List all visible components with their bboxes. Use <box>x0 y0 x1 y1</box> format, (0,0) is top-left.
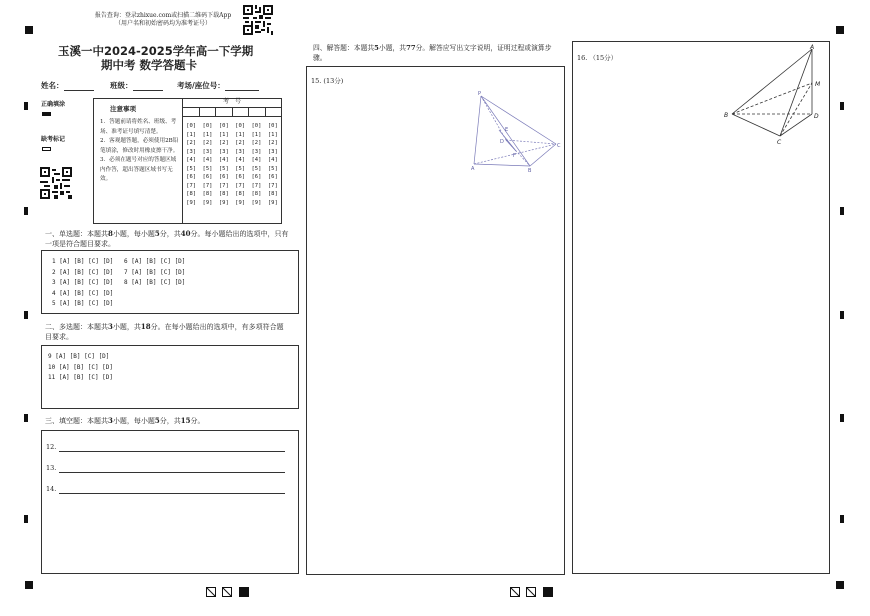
page-title: 玉溪一中2024-2025学年高一下学期 <box>58 44 254 58</box>
fig15-label: P <box>478 91 482 97</box>
fig15-label: C <box>557 143 561 149</box>
timing-mark <box>24 311 28 319</box>
exam-digit-bubble[interactable]: [1] <box>235 131 246 138</box>
exam-digit-bubble[interactable]: [2] <box>235 140 246 146</box>
exam-digit-bubble[interactable]: [0] <box>251 123 262 129</box>
page-code-right <box>510 582 554 601</box>
exam-digit-bubble[interactable]: [1] <box>218 131 229 138</box>
corner-mark-br <box>836 581 844 589</box>
timing-mark <box>24 414 28 422</box>
fig16-label: A <box>810 44 815 51</box>
exam-digit-bubble[interactable]: [7] <box>235 182 246 189</box>
name-field[interactable] <box>41 80 94 91</box>
exam-digit-bubble[interactable]: [6] <box>235 174 246 180</box>
exam-digit-bubble[interactable]: [7] <box>251 182 262 189</box>
q16-figure <box>720 42 830 151</box>
exam-number-heading: 考 号 <box>183 98 281 108</box>
timing-mark <box>840 311 844 319</box>
exam-digit-bubble[interactable]: [8] <box>218 191 229 197</box>
exam-number-column[interactable] <box>248 122 264 207</box>
seat-label: 考场/座位号： <box>177 81 225 90</box>
absent-checkbox[interactable] <box>42 147 51 151</box>
exam-digit-bubble[interactable]: [7] <box>202 182 213 189</box>
exam-digit-bubble[interactable]: [0] <box>186 123 197 129</box>
choice-row[interactable]: 5 [A] [B] [C] [D] <box>52 300 114 307</box>
exam-digit-bubble[interactable]: [1] <box>251 131 262 138</box>
notes-heading: 注意事项 <box>110 105 136 113</box>
corner-mark-bl <box>25 581 33 589</box>
class-field[interactable] <box>110 80 163 91</box>
page-code-left <box>206 582 250 601</box>
corner-mark-tr <box>836 26 844 34</box>
exam-digit-bubble[interactable]: [4] <box>218 157 229 163</box>
note-item: 2．客观题答题，必须使用2B铅笔填涂，修改时用橡皮擦干净。 <box>100 138 179 154</box>
exam-digit-bubble[interactable]: [8] <box>267 191 278 197</box>
exam-digit-bubble[interactable]: [5] <box>218 165 229 172</box>
exam-digit-bubble[interactable]: [9] <box>186 199 197 206</box>
fill-item-label: 13. <box>46 464 57 472</box>
exam-digit-bubble[interactable]: [3] <box>186 148 197 155</box>
exam-digit-bubble[interactable]: [9] <box>251 199 262 206</box>
name-label: 姓名： <box>41 81 64 90</box>
fill-item-label: 12. <box>46 443 57 451</box>
exam-digit-bubble[interactable]: [4] <box>186 157 197 163</box>
corner-mark-tl <box>25 26 33 34</box>
exam-digit-bubble[interactable]: [9] <box>267 199 278 206</box>
fig16-label: M <box>815 81 821 88</box>
exam-digit-bubble[interactable]: [6] <box>251 174 262 180</box>
choice-row[interactable]: 11 [A] [B] [C] [D] <box>48 374 114 381</box>
fig16-label: B <box>724 112 729 119</box>
exam-digit-bubble[interactable]: [4] <box>202 157 213 163</box>
student-qr-icon <box>40 167 72 203</box>
exam-digit-bubble[interactable]: [3] <box>235 148 246 155</box>
exam-digit-bubble[interactable]: [4] <box>251 157 262 163</box>
exam-number-write-row[interactable] <box>183 108 281 116</box>
fill-blank-13[interactable] <box>59 472 285 473</box>
exam-number-column[interactable] <box>265 122 281 207</box>
exam-number-grid[interactable] <box>183 122 281 207</box>
fig16-label: D <box>814 113 819 120</box>
choice-row[interactable]: 7 [A] [B] [C] [D] <box>124 268 186 276</box>
exam-digit-bubble[interactable]: [9] <box>202 199 213 206</box>
fill-blank-14[interactable] <box>59 493 285 494</box>
divider <box>183 116 281 117</box>
report-notice <box>88 12 238 28</box>
exam-digit-bubble[interactable]: [2] <box>202 140 213 146</box>
exam-digit-bubble[interactable]: [4] <box>267 157 278 163</box>
exam-digit-bubble[interactable]: [2] <box>267 140 278 146</box>
section1-col2 <box>124 257 185 289</box>
exam-digit-bubble[interactable]: [6] <box>218 174 229 180</box>
exam-digit-bubble[interactable]: [0] <box>202 123 213 129</box>
exam-digit-bubble[interactable]: [6] <box>267 174 278 180</box>
exam-digit-bubble[interactable]: [0] <box>235 123 246 129</box>
seat-field[interactable] <box>177 80 259 91</box>
timing-mark <box>24 102 28 110</box>
section1-title: 一、单选题：本题共8小题，每小题5分，共40分。每小题给出的选项中，只有一项是符合题目要求。 <box>45 229 289 248</box>
exam-digit-bubble[interactable]: [2] <box>186 140 197 146</box>
exam-digit-bubble[interactable]: [0] <box>267 123 278 129</box>
class-label: 班级： <box>110 81 133 90</box>
exam-digit-bubble[interactable]: [2] <box>218 140 229 146</box>
note-item: 3．必须在题号对应的答题区域内作答，超出答题区域书写无效。 <box>100 157 177 182</box>
exam-digit-bubble[interactable]: [3] <box>251 148 262 155</box>
exam-number-column[interactable] <box>232 122 248 207</box>
section2-title: 二、多选题：本题共3小题，共18分。在每小题给出的选项中，有多项符合题目要求。 <box>45 322 284 341</box>
correct-fill-sample <box>42 112 51 116</box>
choice-row[interactable]: 8 [A] [B] [C] [D] <box>124 279 186 286</box>
exam-digit-bubble[interactable]: [5] <box>202 165 213 172</box>
exam-number-column[interactable] <box>183 122 199 207</box>
exam-digit-bubble[interactable]: [8] <box>186 191 197 197</box>
exam-digit-bubble[interactable]: [6] <box>202 174 213 180</box>
section3-title: 三、填空题：本题共3小题，每小题5分，共15分。 <box>45 416 205 425</box>
choice-row[interactable]: 3 [A] [B] [C] [D] <box>52 279 114 286</box>
exam-digit-bubble[interactable]: [1] <box>267 131 278 138</box>
exam-digit-bubble[interactable]: [3] <box>202 148 213 155</box>
absent-label: 缺考标记 <box>41 136 66 143</box>
exam-digit-bubble[interactable]: [0] <box>218 123 229 129</box>
q15-label: 15. (13分) <box>311 77 344 85</box>
note-item: 1．答题前请将姓名、班级、考场、准考证号填写清楚。 <box>100 119 177 135</box>
timing-mark <box>24 207 28 215</box>
correct-fill-label: 正确填涂 <box>41 101 66 108</box>
exam-number-column[interactable] <box>216 122 232 207</box>
exam-digit-bubble[interactable]: [5] <box>186 165 197 172</box>
fig15-label: D <box>500 139 504 145</box>
exam-digit-bubble[interactable]: [8] <box>202 191 213 197</box>
exam-digit-bubble[interactable]: [7] <box>218 182 229 189</box>
exam-digit-bubble[interactable]: [8] <box>251 191 262 197</box>
exam-digit-bubble[interactable]: [3] <box>218 148 229 155</box>
fig16-label: C <box>777 139 782 146</box>
fig15-label: E <box>505 127 509 133</box>
timing-mark <box>840 515 844 523</box>
fig15-label: F <box>513 153 516 159</box>
section2-col <box>48 352 113 384</box>
exam-digit-bubble[interactable]: [2] <box>251 140 262 146</box>
exam-digit-bubble[interactable]: [7] <box>267 182 278 189</box>
page-subtitle: 期中考 数学答题卡 <box>101 58 198 72</box>
qr-code-icon <box>243 5 273 39</box>
exam-digit-bubble[interactable]: [5] <box>235 165 246 172</box>
timing-mark <box>840 414 844 422</box>
timing-mark <box>24 515 28 523</box>
choice-row[interactable]: 1 [A] [B] [C] [D] <box>52 258 114 265</box>
exam-number-column[interactable] <box>199 122 215 207</box>
fig15-label: A <box>471 166 475 172</box>
timing-mark <box>840 207 844 215</box>
notice-line-1: 报告查询：登录zhixue.com或扫描二维码下载App <box>94 12 232 19</box>
exam-digit-bubble[interactable]: [9] <box>218 199 229 206</box>
choice-row[interactable]: 4 [A] [B] [C] [D] <box>52 289 114 297</box>
section4-title: 四、解答题：本题共5小题，共77分。解答应写出文字说明，证明过程或演算步骤。 <box>313 44 552 62</box>
exam-digit-bubble[interactable]: [7] <box>186 182 197 189</box>
exam-digit-bubble[interactable]: [3] <box>267 148 278 155</box>
exam-digit-bubble[interactable]: [6] <box>186 174 197 180</box>
notes-body <box>100 118 180 185</box>
timing-mark <box>840 102 844 110</box>
fill-blank-12[interactable] <box>59 451 285 452</box>
exam-digit-bubble[interactable]: [8] <box>235 191 246 197</box>
fig15-label: B <box>528 168 532 174</box>
choice-row[interactable]: 10 [A] [B] [C] [D] <box>48 363 114 371</box>
q15-figure <box>470 88 565 182</box>
exam-digit-bubble[interactable]: [1] <box>202 131 213 138</box>
choice-row[interactable]: 6 [A] [B] [C] [D] <box>124 258 186 265</box>
section1-col1 <box>52 257 113 310</box>
notice-line-2: （用户名和初始密码均为准考证号） <box>114 20 211 27</box>
choice-row[interactable]: 9 [A] [B] [C] [D] <box>48 353 110 360</box>
exam-digit-bubble[interactable]: [4] <box>235 157 246 163</box>
exam-digit-bubble[interactable]: [1] <box>186 131 197 138</box>
exam-digit-bubble[interactable]: [5] <box>251 165 262 172</box>
q16-label: 16. （15分） <box>577 54 618 62</box>
exam-digit-bubble[interactable]: [5] <box>267 165 278 172</box>
exam-digit-bubble[interactable]: [9] <box>235 199 246 206</box>
fill-item-label: 14. <box>46 485 57 493</box>
choice-row[interactable]: 2 [A] [B] [C] [D] <box>52 268 114 276</box>
